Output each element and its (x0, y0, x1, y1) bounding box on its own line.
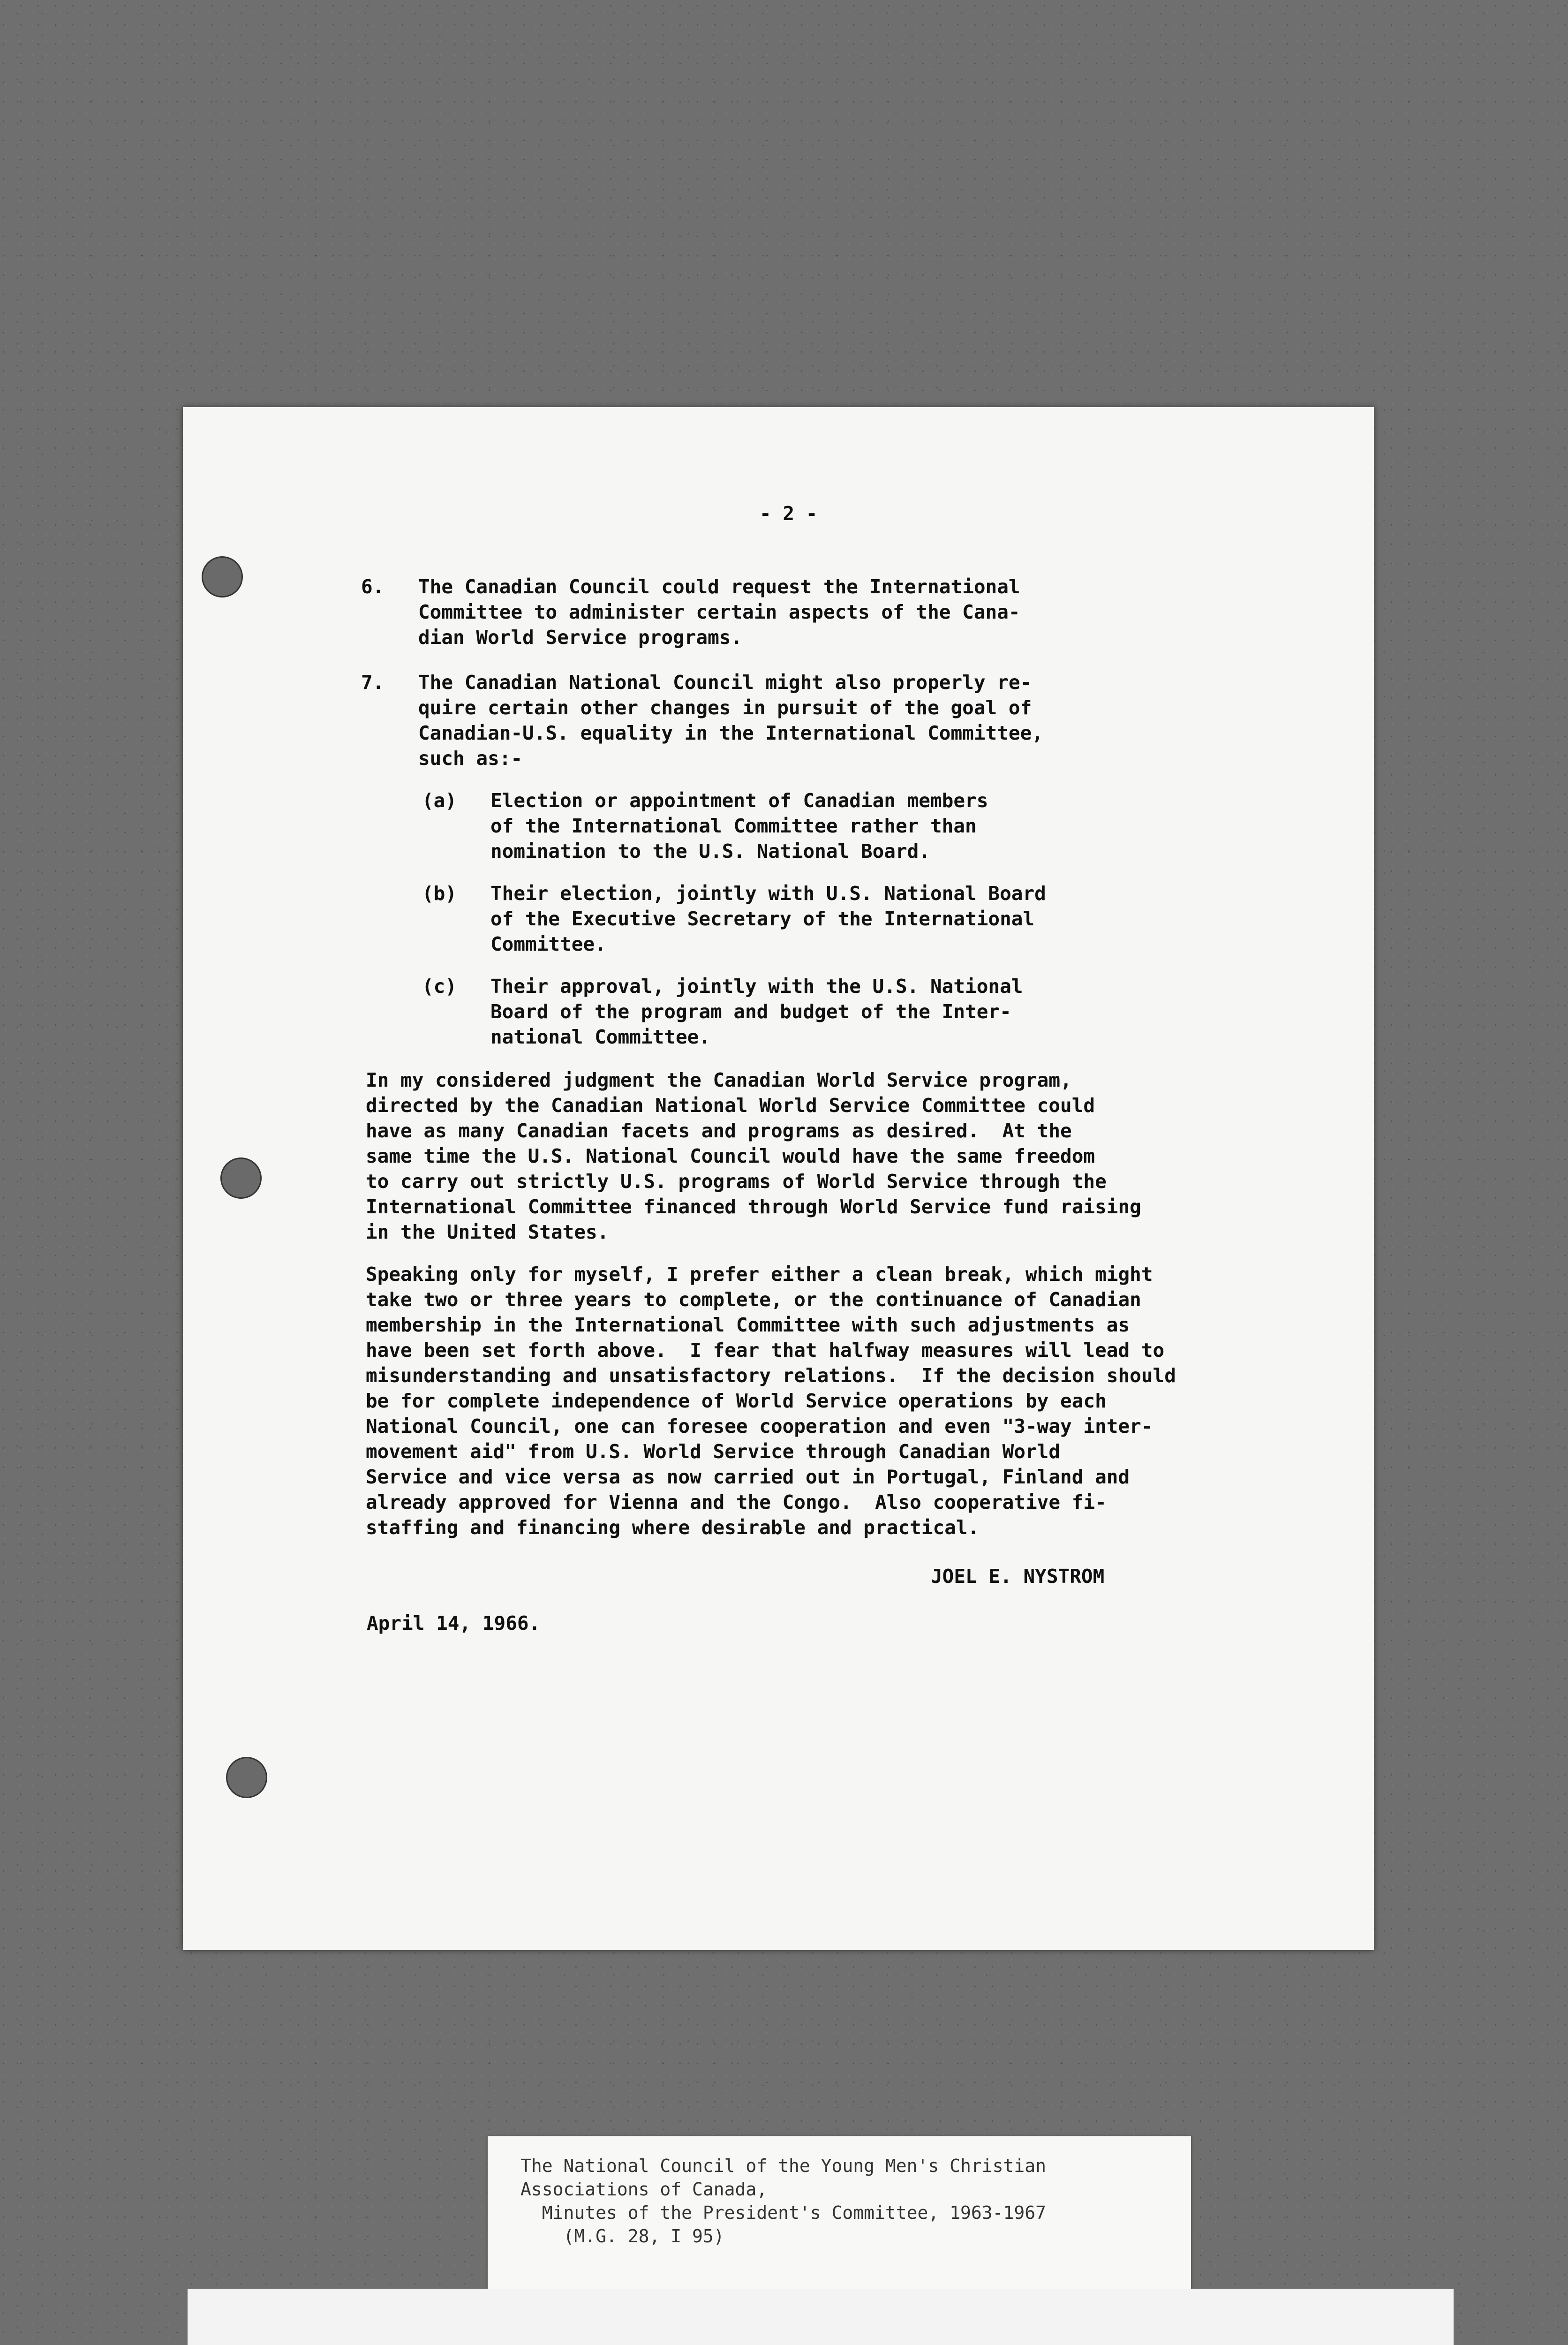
sub-b-label: (b) (422, 882, 457, 905)
paragraph-1-line: in the United States. (366, 1221, 609, 1243)
sub-a-line: nomination to the U.S. National Board. (490, 840, 930, 862)
paragraph-1-line: to carry out strictly U.S. programs of World Service through the (366, 1170, 1107, 1193)
paragraph-2-line: membership in the International Committee with such adjustments as (366, 1314, 1130, 1336)
sub-c-line: Board of the program and budget of the Inter- (490, 1000, 1011, 1023)
paragraph-2-line: Speaking only for myself, I prefer either a clean break, which might (366, 1263, 1153, 1286)
paragraph-2-line: already approved for Vienna and the Congo. Also cooperative fi- (366, 1491, 1107, 1513)
sub-b-line: of the Executive Secretary of the International (490, 908, 1035, 930)
paragraph-2-line: misunderstanding and unsatisfactory relations. If the decision should (366, 1364, 1176, 1387)
sub-a-label: (a) (422, 789, 457, 812)
paragraph-1-line: directed by the Canadian National World Service Committee could (366, 1094, 1095, 1117)
paragraph-2-line: staffing and financing where desirable and practical. (366, 1516, 980, 1539)
paragraph-1-line: same time the U.S. National Council would have the same freedom (366, 1145, 1095, 1167)
item-7-line: quire certain other changes in pursuit of the goal of (418, 696, 1032, 719)
paragraph-1-line: have as many Canadian facets and programs as desired. At the (366, 1120, 1072, 1142)
sub-a-line: of the International Committee rather than (490, 815, 977, 837)
sub-a-line: Election or appointment of Canadian members (490, 789, 988, 812)
item-7-line: The Canadian National Council might also properly re- (418, 671, 1032, 694)
label-line: (M.G. 28, I 95) (520, 2226, 724, 2247)
public-archives-sign (188, 2289, 1454, 2345)
binder-hole-bottom (226, 1757, 267, 1798)
item-6-line: dian World Service programs. (418, 626, 743, 649)
binder-hole-top (202, 556, 243, 598)
paragraph-2-line: movement aid" from U.S. World Service through Canadian World (366, 1440, 1061, 1463)
paragraph-2-line: Service and vice versa as now carried out in Portugal, Finland and (366, 1466, 1130, 1488)
label-line: The National Council of the Young Men's Christian (520, 2156, 1047, 2176)
sub-b-line: Committee. (490, 933, 606, 955)
sub-c-label: (c) (422, 975, 457, 998)
paragraph-1-line: In my considered judgment the Canadian World Service program, (366, 1069, 1072, 1091)
page-number: - 2 - (760, 502, 818, 525)
sub-c-line: Their approval, jointly with the U.S. National (490, 975, 1023, 998)
item-7-number: 7. (361, 671, 384, 694)
document-date: April 14, 1966. (367, 1612, 541, 1634)
paragraph-1-line: International Committee financed through World Service fund raising (366, 1195, 1141, 1218)
label-line: Associations of Canada, (520, 2179, 768, 2200)
label-line: Minutes of the President's Committee, 1963-1967 (520, 2202, 1047, 2223)
document-page (183, 407, 1374, 1950)
item-6-line: The Canadian Council could request the International (418, 575, 1020, 598)
binder-hole-middle (220, 1157, 262, 1199)
paragraph-2-line: National Council, one can foresee cooperation and even "3-way inter- (366, 1415, 1153, 1437)
signature: JOEL E. NYSTROM (931, 1565, 1105, 1588)
paragraph-2-line: take two or three years to complete, or the continuance of Canadian (366, 1288, 1141, 1311)
item-7-line: Canadian-U.S. equality in the International Committee, (418, 722, 1043, 744)
sub-b-line: Their election, jointly with U.S. National Board (490, 882, 1046, 905)
paragraph-2-line: have been set forth above. I fear that halfway measures will lead to (366, 1339, 1165, 1362)
paragraph-2-line: be for complete independence of World Service operations by each (366, 1390, 1107, 1412)
item-6-number: 6. (361, 575, 384, 598)
item-7-line: such as:- (418, 747, 523, 770)
item-6-line: Committee to administer certain aspects of the Cana- (418, 601, 1020, 623)
sub-c-line: national Committee. (490, 1026, 710, 1048)
